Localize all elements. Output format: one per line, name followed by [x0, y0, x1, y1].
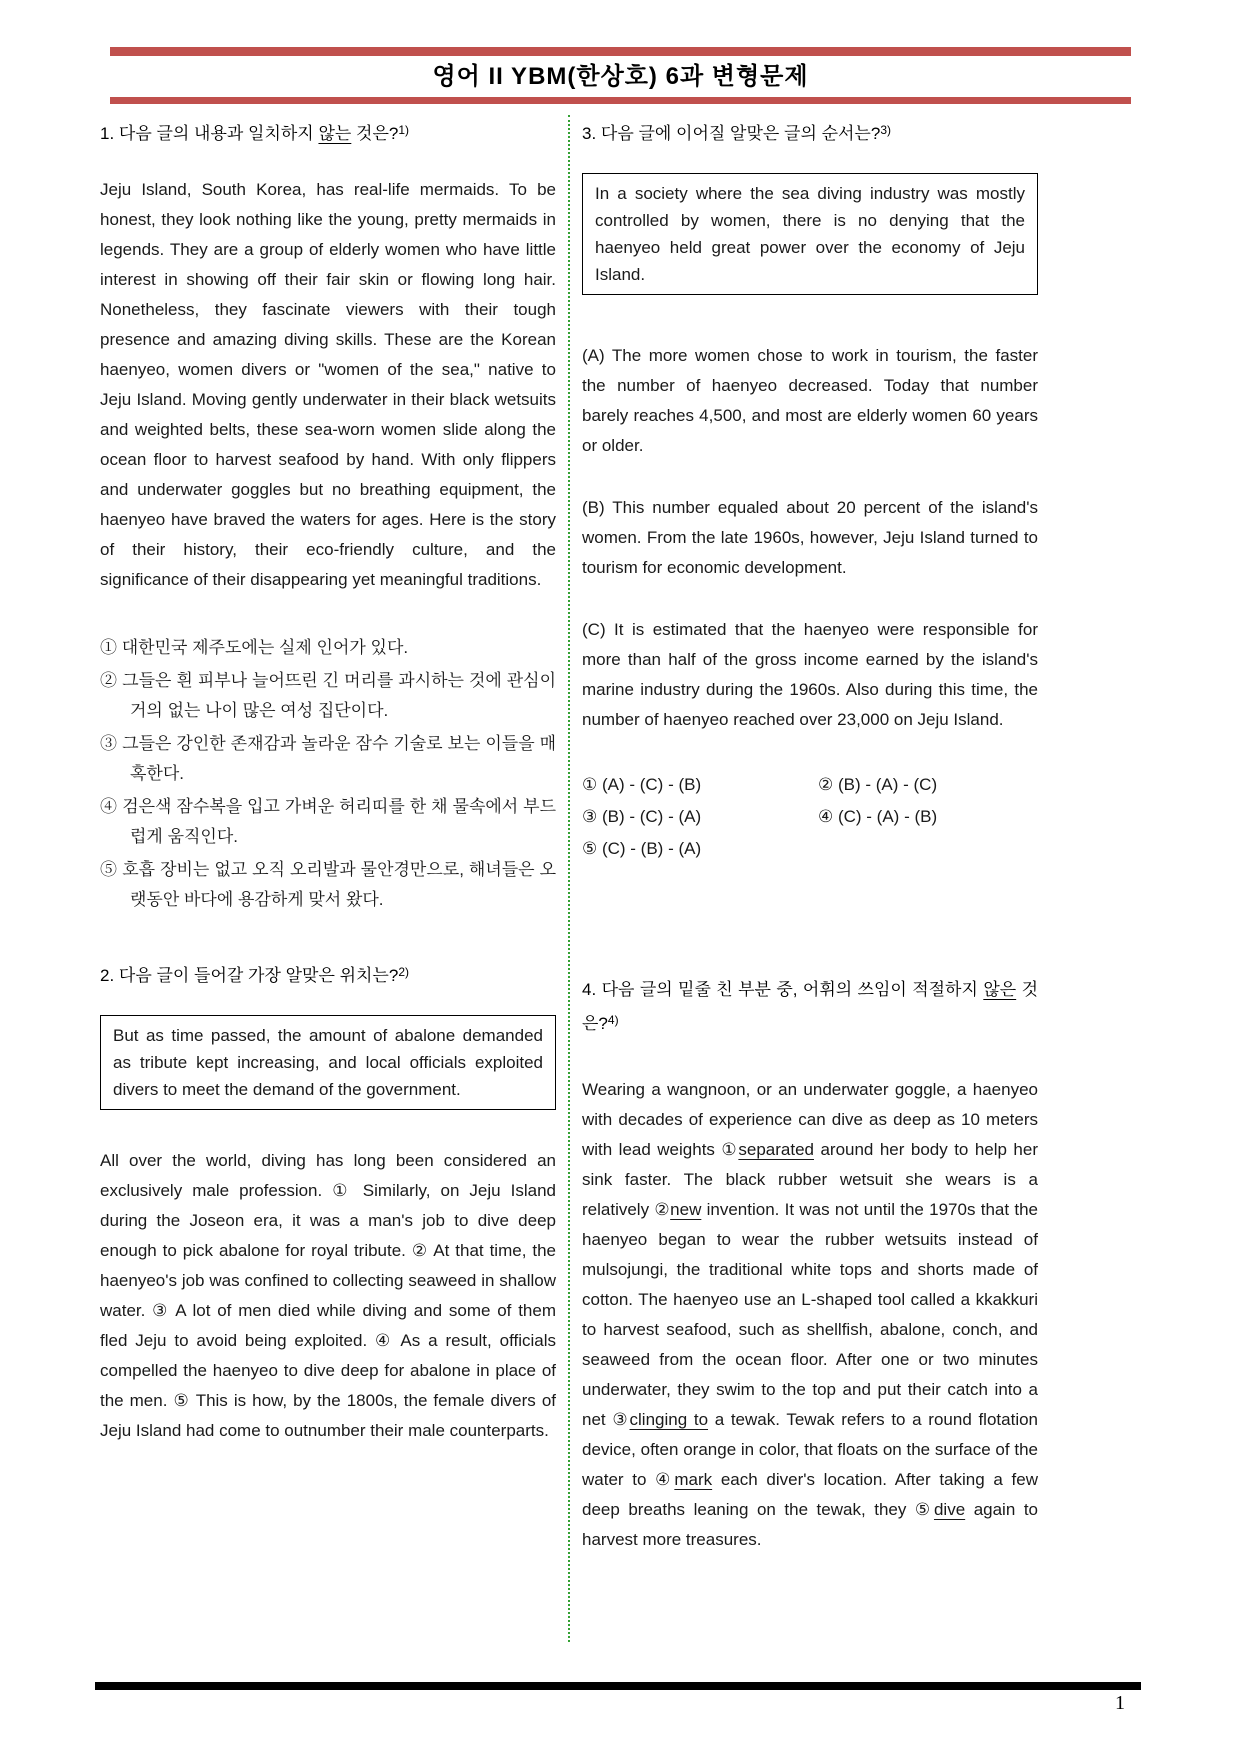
question-3-prompt: 다음 글에 이어질 알맞은 글의 순서는? [596, 124, 881, 143]
question-3-header [582, 115, 1038, 149]
answer-choice: ⑤ (C) - (B) - (A) [582, 839, 702, 858]
circled-number-marker: ① [582, 775, 598, 794]
answer-choice: ③ (B) - (C) - (A) [582, 807, 702, 826]
q3-paragraphs [582, 341, 1038, 735]
circled-number-marker: ① [100, 638, 117, 657]
question-2-header [100, 957, 556, 991]
answer-option: ② 그들은 흰 피부나 늘어뜨린 긴 머리를 과시하는 것에 관심이 거의 없는 나이 많은 여성 집단이다. [100, 671, 557, 720]
question-1-prompt: 다음 글의 내용과 일치하지 [114, 124, 319, 143]
underlined-vocab: separated [738, 1140, 814, 1159]
question-4-number: 4. [582, 980, 597, 999]
circled-number-marker: ⑤ [582, 839, 598, 858]
q2-given-sentence-box [100, 1015, 556, 1110]
question-3-number: 3. [582, 124, 597, 143]
question-1-number: 1. [100, 124, 115, 143]
question-1-header [100, 115, 556, 149]
question-2-prompt: 다음 글이 들어갈 가장 알맞은 위치는? [114, 966, 399, 985]
circled-number-marker: ④ [655, 1470, 675, 1489]
content-columns [100, 115, 1038, 1642]
answer-choice: ④ (C) - (A) - (B) [818, 807, 938, 826]
footer-rule [95, 1682, 1141, 1690]
q3-paragraph: (B) This number equaled about 20 percent of the island's women. From the late 1960s, however, Jeju Island turned to tourism for economic development. [582, 498, 1038, 577]
q2-box-text: But as time passed, the amount of abalone demanded as tribute kept increasing, and local officials exploited divers to meet the demand of the government. [113, 1026, 543, 1099]
answer-choice: ② (B) - (A) - (C) [818, 775, 938, 794]
circled-number-marker: ③ [612, 1410, 630, 1429]
answer-option: ③ 그들은 강인한 존재감과 놀라운 잠수 기술로 보는 이들을 매혹한다. [100, 734, 557, 783]
question-4-underlined-word: 않은 [983, 980, 1017, 999]
answer-option: ④ 검은색 잠수복을 입고 가벼운 허리띠를 한 채 물속에서 부드럽게 움직인다. [100, 797, 557, 846]
column-divider [568, 115, 570, 1642]
q2-passage: All over the world, diving has long been considered an exclusively male profession. ① Similarly, on Jeju Island during the Joseon era, it was a man's job to dive deep enough to pick abalone for royal tribute. ② At that time, the haenyeo's job was confined to collecting seaweed in shallow water. ③ A lot of men died while diving and some of them fled Jeju to avoid being exploited. ④ As a result, officials compelled the haenyeo to dive deep for abalone in place of the men. ⑤ This is how, by the 1800s, the female divers of Jeju Island had come to outnumber their male counterparts. [100, 1151, 556, 1440]
question-1-underlined-word: 않는 [318, 124, 352, 143]
underlined-vocab: dive [933, 1500, 966, 1519]
header-rule-bottom [110, 97, 1131, 104]
q3-paragraph: (C) It is estimated that the haenyeo were responsible for more than half of the gross income earned by the island's marine industry during the 1960s. Also during this time, the number of haenyeo reached over 23,000 on Jeju Island. [582, 620, 1038, 729]
header-rule-top [110, 47, 1131, 56]
question-4-prompt-end: 것은? [582, 980, 1038, 1033]
circled-number-marker: ① [721, 1140, 739, 1159]
underlined-vocab: mark [674, 1470, 713, 1489]
underlined-vocab: new [670, 1200, 702, 1219]
circled-number-marker: ④ [100, 797, 118, 816]
circled-number-marker: ② [100, 671, 118, 690]
question-2-footnote: 2) [398, 965, 409, 979]
circled-number-marker: ③ [100, 734, 118, 753]
circled-number-marker: ④ [818, 807, 834, 826]
question-4-footnote: 4) [607, 1013, 619, 1027]
circled-number-marker: ③ [582, 807, 598, 826]
q1-options [100, 633, 556, 915]
q1-passage: Jeju Island, South Korea, has real-life mermaids. To be honest, they look nothing like the young, pretty mermaids in legends. They are a group of elderly women who have little interest in showing off their fair skin or flowing long hair. Nonetheless, they fascinate viewers with their tough presence and amazing diving skills. These are the Korean haenyeo, women divers or "women of the sea," native to Jeju Island. Moving gently underwater in their black wetsuits and weighted belts, these sea-worn women slide along the ocean floor to harvest seafood by hand. With only flippers and underwater goggles but no breathing equipment, the haenyeo have braved the waters for ages. Here is the story of their history, their eco-friendly culture, and the significance of their disappearing yet meaningful traditions. [100, 180, 556, 589]
underlined-vocab: clinging to [629, 1410, 709, 1429]
column-gutter [556, 115, 582, 1642]
question-1-prompt-end: 것은? [351, 124, 399, 143]
answer-option: ① 대한민국 제주도에는 실제 인어가 있다. [100, 638, 409, 657]
page-title: 영어 II YBM(한상호) 6과 변형문제 [432, 63, 809, 90]
q4-passage: Wearing a wangnoon, or an underwater goggle, a haenyeo with decades of experience can dive as deep as 10 meters with lead weights ①separated around her body to help her sink faster. The black rubber wetsuit she wears is a relatively ②new invention. It was not until the 1970s that the haenyeo began to wear the rubber wetsuits instead of mulsojungi, the traditional white tops and shorts made of cotton. The haenyeo use an L-shaped tool called a kkakkuri to harvest seafood, such as shellfish, abalone, conch, and seaweed from the ocean floor. After one or two minutes underwater, they swim to the top and put their catch into a net ③clinging to a tewak. Tewak refers to a round flotation device, often orange in color, that floats on the surface of the water to ④mark each diver's location. After taking a few deep breaths leaning on the tewak, they ⑤dive again to harvest more treasures. [582, 1080, 1039, 1549]
left-column [100, 115, 556, 1642]
circled-number-marker: ② [654, 1200, 671, 1219]
page-number: 1 [1115, 1692, 1125, 1714]
question-1-footnote: 1) [398, 123, 410, 137]
question-3-footnote: 3) [880, 123, 891, 137]
circled-number-marker: ⑤ [100, 860, 118, 879]
answer-choice: ① (A) - (C) - (B) [582, 775, 702, 794]
right-column [582, 115, 1038, 1642]
q3-box-text: In a society where the sea diving industry was mostly controlled by women, there is no denying that the haenyeo held great power over the economy of Jeju Island. [595, 184, 1025, 284]
q3-paragraph: (A) The more women chose to work in tourism, the faster the number of haenyeo decreased. Today that number barely reaches 4,500, and most are elderly women 60 years or older. [582, 346, 1038, 455]
circled-number-marker: ② [818, 775, 834, 794]
q3-choices [582, 769, 1038, 865]
circled-number-marker: ⑤ [914, 1500, 934, 1519]
answer-option: ⑤ 호흡 장비는 없고 오직 오리발과 물안경만으로, 해녀들은 오랫동안 바다에 용감하게 맞서 왔다. [100, 860, 556, 909]
question-2-number: 2. [100, 966, 115, 985]
q3-given-paragraph-box [582, 173, 1038, 295]
question-4-header [582, 975, 1038, 1039]
question-4-prompt: 다음 글의 밑줄 친 부분 중, 어휘의 쓰임이 적절하지 [596, 980, 984, 999]
